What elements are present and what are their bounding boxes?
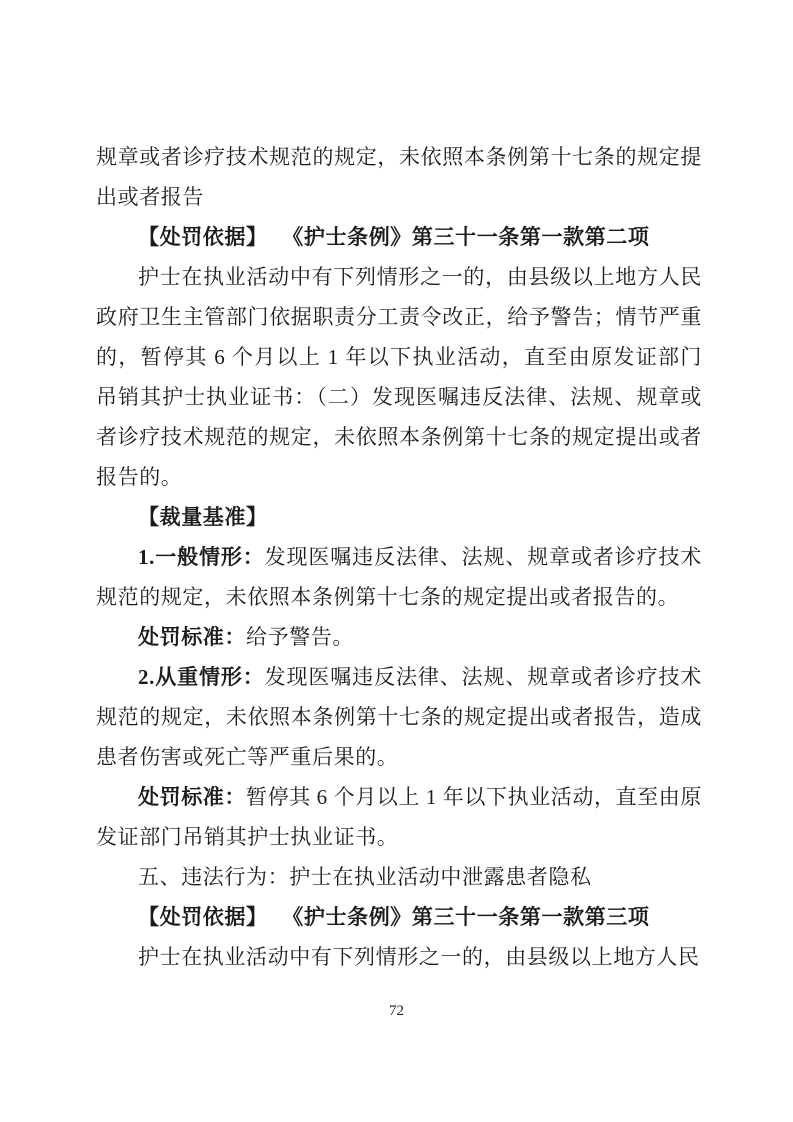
page-content <box>96 137 702 977</box>
general-case-label: 1.一般情形： <box>138 545 265 569</box>
paragraph-penalty-standard-1 <box>96 617 702 657</box>
penalty-basis-reference: 《护士条例》第三十一条第一款第二项 <box>292 225 650 249</box>
penalty-standard-2-label: 处罚标准： <box>138 785 246 809</box>
paragraph-violation-item-5: 五、违法行为：护士在执业活动中泄露患者隐私 <box>138 865 592 889</box>
paragraph-continuation: 规章或者诊疗技术规范的规定，未依照本条例第十七条的规定提出或者报告 <box>96 145 702 209</box>
penalty-standard-2-text: 暂停其 6 个月以上 1 年以下执业活动，直至由原发证部门吊销其护士执业证书。 <box>96 785 702 849</box>
penalty-standard-1-text: 给予警告。 <box>246 625 354 649</box>
paragraph-provision-1: 护士在执业活动中有下列情形之一的，由县级以上地方人民政府卫生主管部门依据职责分工责令改正，给予警告；情节严重的，暂停其 6 个月以上 1 年以下执业活动，直至由原发证部门吊销其护士执业证书：（二）发现医嘱违反法律、法规、规章或者诊疗技术规范的规定，未依照本条例第十七条的规定提出或者报告的。 <box>96 265 702 489</box>
heading-discretion-basis: 【裁量基准】 <box>138 505 268 529</box>
severe-case-label: 2.从重情形： <box>138 665 265 689</box>
penalty-basis-2-label: 【处罚依据】 <box>138 905 268 929</box>
paragraph-provision-2: 护士在执业活动中有下列情形之一的，由县级以上地方人民 <box>138 945 700 969</box>
penalty-basis-label: 【处罚依据】 <box>138 225 268 249</box>
heading-penalty-basis-2 <box>96 897 702 937</box>
page-number: 72 <box>389 1003 404 1019</box>
penalty-standard-1-label: 处罚标准： <box>138 625 246 649</box>
penalty-basis-2-reference: 《护士条例》第三十一条第一款第三项 <box>292 905 650 929</box>
paragraph-general-case <box>96 537 702 617</box>
general-case-text: 发现医嘱违反法律、法规、规章或者诊疗技术规范的规定，未依照本条例第十七条的规定提出或者报告的。 <box>96 545 703 609</box>
heading-penalty-basis-1 <box>96 217 702 257</box>
paragraph-severe-case <box>96 657 702 777</box>
paragraph-penalty-standard-2 <box>96 777 702 857</box>
severe-case-text: 发现医嘱违反法律、法规、规章或者诊疗技术规范的规定，未依照本条例第十七条的规定提出或者报告，造成患者伤害或死亡等严重后果的。 <box>96 665 703 769</box>
